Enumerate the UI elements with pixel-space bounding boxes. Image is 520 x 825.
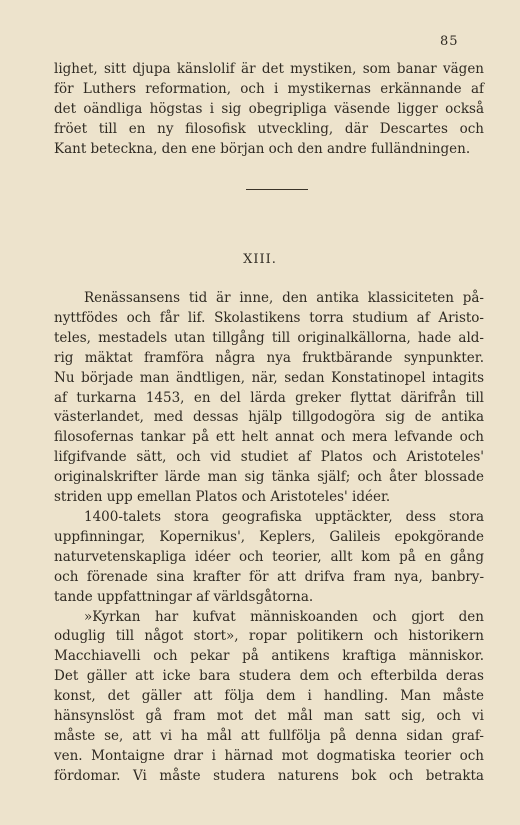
text-line: ven. Montaigne drar i härnad mot dogmatiska teorier och [54, 747, 484, 764]
text-line: filosofernas tankar på ett helt annat och mera lefvande och [54, 429, 484, 446]
section-divider [246, 189, 308, 190]
text-line: rig mäktat framföra några nya fruktbärande synpunkter. [54, 349, 484, 366]
text-line: oduglig till något stort», ropar politikern och historikern [54, 628, 484, 645]
text-line: Det gäller att icke bara studera dem och efterbilda deras [54, 668, 484, 685]
text-line: för Luthers reformation, och i mystikernas erkännande af [54, 80, 484, 97]
page-number: 85 [440, 34, 459, 49]
text-line: tande uppfattningar af världsgåtorna. [54, 588, 314, 605]
text-line: nyttfödes och får lif. Skolastikens torra studium af Aristo- [54, 309, 484, 326]
intro-paragraph [54, 60, 484, 160]
paragraph [54, 508, 484, 608]
text-line: och förenade sina krafter för att drifva fram nya, banbry- [54, 568, 484, 585]
text-line: Nu började man ändtligen, när, sedan Konstatinopel intagits [54, 369, 484, 386]
text-line: fröet till en ny filosofisk utveckling, där Descartes och [54, 120, 484, 137]
text-line: teles, mestadels utan tillgång till originalkällorna, hade ald- [54, 329, 484, 346]
text-line: Renässansens tid är inne, den antika klassiciteten på- [84, 290, 484, 306]
text-line: måste se, att vi ha mål att fullfölja på denna sidan graf- [54, 727, 484, 744]
paragraph [54, 289, 484, 508]
chapter-heading: XIII. [243, 252, 277, 267]
text-line: »Kyrkan har kufvat människoanden och gjort den [84, 608, 484, 625]
text-line: 1400-talets stora geografiska upptäckter, dess stora [84, 508, 484, 525]
text-line: västerlandet, med dessas hjälp tillgodogöra sig de antika [54, 409, 484, 426]
chapter-body [54, 289, 484, 787]
text-line: fördomar. Vi måste studera naturens bok och betrakta [54, 767, 484, 784]
text-line: hänsynslöst gå fram mot det mål man satt sig, och vi [54, 708, 484, 725]
text-line: Kant beteckna, den ene början och den andre fulländningen. [54, 140, 471, 157]
text-line: originalskrifter lärde man sig tänka själf; och åter blossade [54, 469, 484, 486]
paragraph [54, 608, 484, 787]
text-line: lighet, sitt djupa känslolif är det mystiken, som banar vägen [54, 61, 484, 77]
text-line: det oändliga högstas i sig obegripliga väsende ligger också [54, 100, 484, 117]
text-line: Macchiavelli och pekar på antikens kraftiga människor. [54, 648, 484, 665]
text-line: konst, det gäller att följa dem i handling. Man måste [54, 688, 484, 705]
text-line: uppfinningar, Kopernikus', Keplers, Galileis epokgörande [54, 528, 484, 545]
text-line: striden upp emellan Platos och Aristoteles' idéer. [54, 489, 391, 506]
text-line: lifgifvande sätt, och vid studiet af Platos och Aristoteles' [54, 449, 484, 466]
text-line: af turkarna 1453, en del lärda greker flyttat därifrån till [54, 389, 484, 406]
text-line: naturvetenskapliga idéer och teorier, allt kom på en gång [54, 548, 484, 565]
